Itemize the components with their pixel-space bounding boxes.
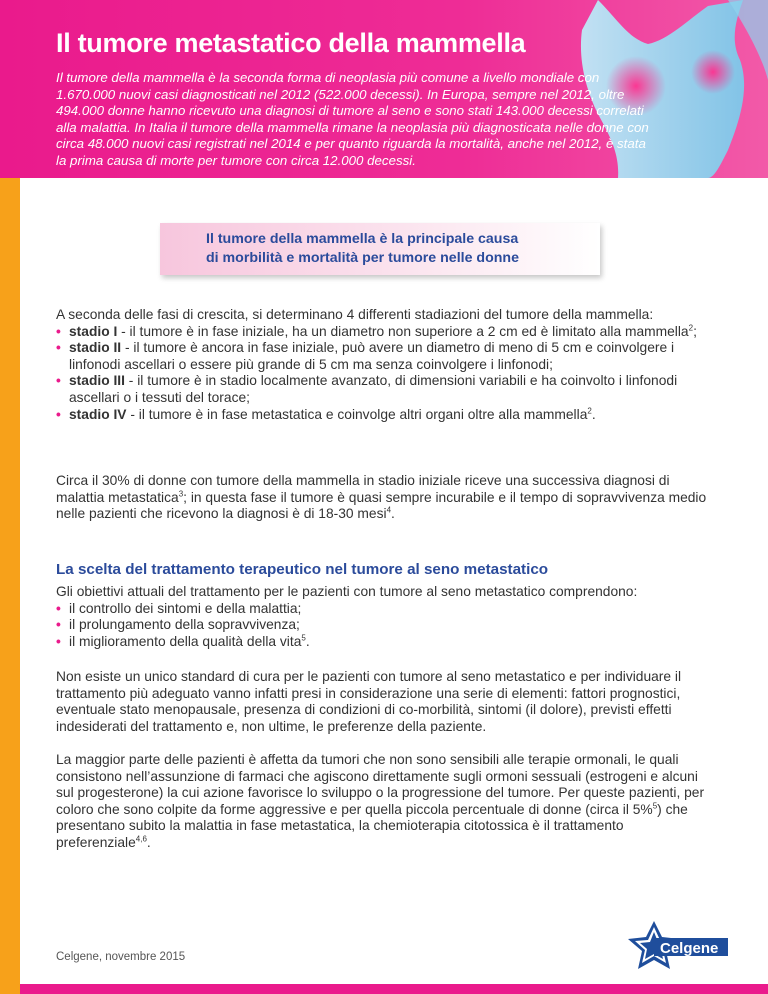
celgene-logo — [628, 918, 728, 976]
logo-text: Celgene — [660, 940, 719, 957]
treatment-paragraph-2: La maggior parte delle pazienti è affetta da tumori che non sono sensibili alle terapie ormonali, le quali consistono nell’assunzione di farmaci che agiscono direttamente sugli ormoni sessuali (estrogeni e alcuni sul progesterone) la cui azione favorisce lo sviluppo o la progressione del tumore. Per queste pazienti, per coloro che sono colpite da forme aggressive e per quella piccola percentuale di donne (circa il 5%$^5$) che presentano subito la malattia in fase metastatica, la chemioterapia citotossica è il trattamento preferenziale$^{4,6}$. — [56, 752, 705, 850]
bullet-icon: • — [56, 373, 61, 389]
header-banner — [0, 0, 768, 178]
stage-label: stadio I — [69, 323, 118, 339]
bottom-pink-strip — [20, 984, 768, 994]
list-item: • il controllo dei sintomi e della malattia; — [56, 600, 302, 616]
list-item: • il prolungamento della sopravvivenza; — [56, 617, 300, 633]
treatment-goals-section — [56, 584, 716, 650]
bullet-icon: • — [56, 323, 61, 339]
intro-paragraph: Il tumore della mammella è la seconda forma di neoplasia più comune a livello mondiale con 1.670.000 nuovi casi diagnosticati nel 2012 (522.000 decessi). In Europa, sempre nel 2012, oltre 494.000 donne hanno ricevuto una diagnosi di tumore al seno e sono stati 143.000 decessi correlati alla malattia. In Italia il tumore della mammella rimane la neoplasia più diagnosticata nelle donne con circa 48.000 nuovi casi registrati nel 2014 e per quanto riguarda la mortalità, anche nel 2012, è stata la prima causa di morte per tumore con circa 12.000 decessi. — [56, 70, 649, 168]
bullet-icon: • — [56, 617, 61, 633]
bullet-icon: • — [56, 633, 61, 649]
stage-label: stadio III — [69, 373, 125, 389]
list-item: • stadio IV - il tumore è in fase metastatica e coinvolge altri organi oltre alla mammella$^2$. — [56, 405, 596, 422]
section-title: La scelta del trattamento terapeutico nel tumore al seno metastatico — [56, 561, 549, 578]
bullet-icon: • — [56, 600, 61, 616]
list-item: • stadio I - il tumore è in fase iniziale, ha un diametro non superiore a 2 cm ed è limitato alla mammella$^2$; — [56, 323, 697, 339]
footer-date: Celgene, novembre 2015 — [56, 951, 186, 963]
metastatic-paragraph: Circa il 30% di donne con tumore della mammella in stadio iniziale riceve una successiva diagnosi di malattia metastatica$^3$; in questa fase il tumore è quasi sempre incurabile e il tempo di sopravvivenza medio nelle pazienti che ricevono la diagnosi è di 18-30 mesi$^4$. — [56, 473, 707, 522]
callout-line-1: Il tumore della mammella è la principale causa — [206, 231, 519, 247]
bullet-icon: • — [56, 340, 61, 356]
stage-label: stadio II — [69, 340, 122, 356]
list-item: • il miglioramento della qualità della vita$^5$. — [56, 633, 310, 649]
treatment-intro: Gli obiettivi attuali del trattamento per le pazienti con tumore al seno metastatico comprendono: — [56, 584, 638, 599]
goals-list — [56, 601, 716, 651]
list-item: • stadio III - il tumore è in stadio localmente avanzato, di dimensioni variabili e ha coinvolto i linfonodi ascellari o i tessuti del torace; — [56, 373, 678, 405]
stages-list — [56, 324, 716, 424]
bullet-icon: • — [56, 406, 61, 422]
list-item: • stadio II - il tumore è ancora in fase iniziale, può avere un diametro di meno di 5 cm e coinvolgere i linfonodi ascellari o essere più grande di 5 cm ma senza coinvolgere i linfonodi; — [56, 340, 675, 372]
page-title: Il tumore metastatico della mammella — [56, 28, 526, 58]
callout-line-2: di morbilità e mortalità per tumore nelle donne — [206, 250, 519, 266]
highlight-callout — [160, 223, 600, 275]
callout-text — [206, 230, 519, 268]
stages-intro: A seconda delle fasi di crescita, si determinano 4 differenti stadiazioni del tumore della mammella: — [56, 307, 654, 322]
stage-label: stadio IV — [69, 406, 127, 422]
treatment-paragraph-1: Non esiste un unico standard di cura per le pazienti con tumore al seno metastatico e per individuare il trattamento più adeguato vanno infatti presi in considerazione una serie di elementi: fattori prognostici, eventuale stato menopausale, presenza di condizioni di co-morbilità, sintomi (il dolore), previsti effetti indesiderati del trattamento e, non ultime, le preferenze della paziente. — [56, 669, 682, 734]
stages-section — [56, 307, 716, 423]
